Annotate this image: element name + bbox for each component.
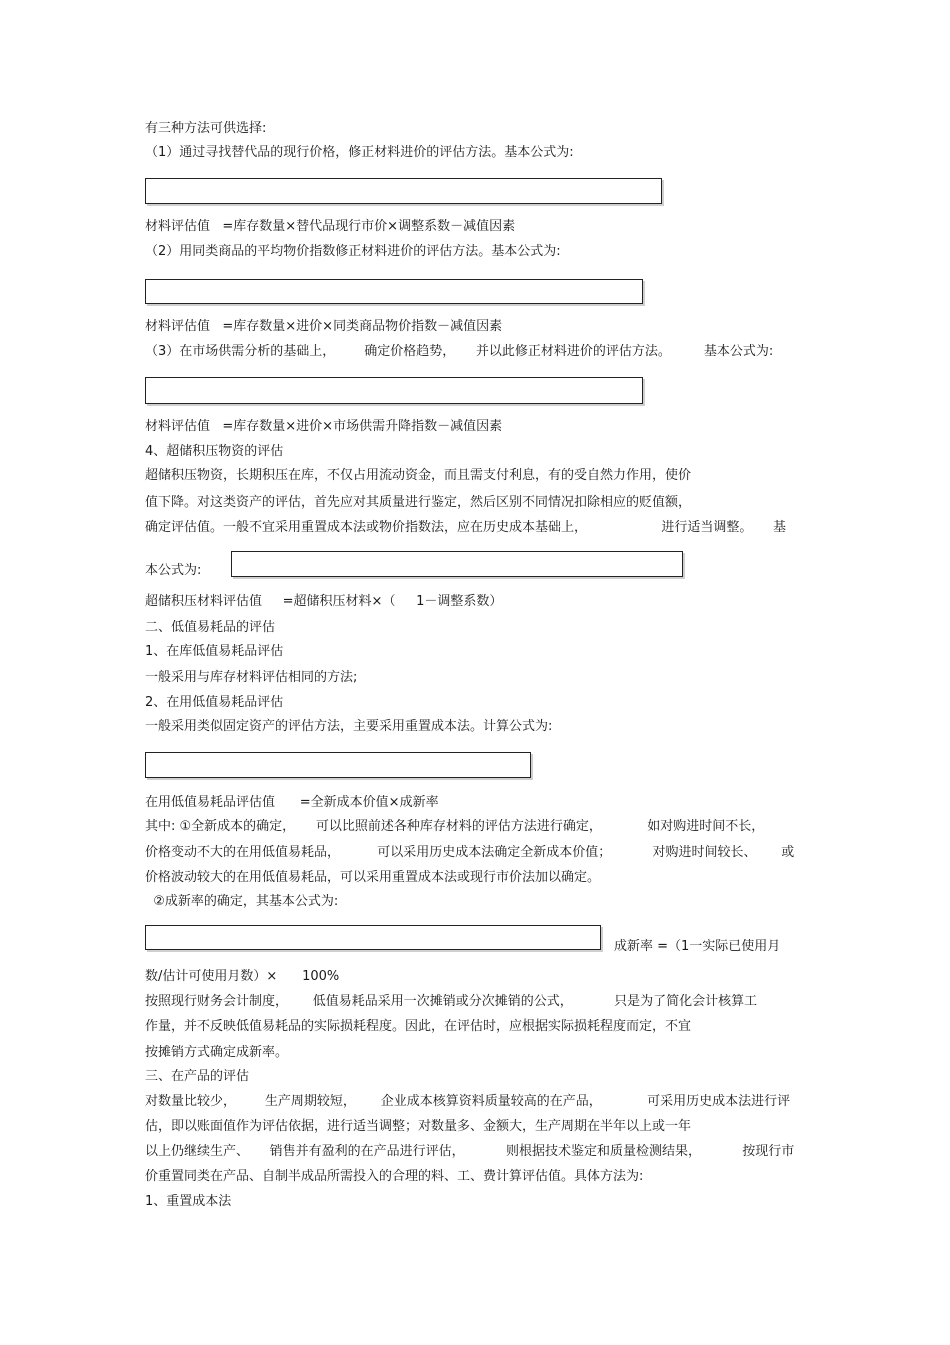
text-line: 一般采用类似固定资产的评估方法，主要采用重置成本法。计算公式为: [145,719,553,734]
text-line: 估，即以账面值作为评估依据，进行适当调整；对数量多、金额大，生产周期在半年以上或一年 [145,1119,692,1134]
text-line: 值下降。对这类资产的评估，首先应对其质量进行鉴定，然后区别不同情况扣除相应的贬值额， [145,495,692,510]
formula-image-box [145,178,662,204]
section-heading: 三、在产品的评估 [145,1069,250,1084]
text-line: 按照现行财务会计制度， 低值易耗品采用一次摊销或分次摊销的公式， 只是为了简化会计核算工 [145,994,758,1009]
text-line: 有三种方法可供选择: [145,121,267,136]
text-line: 以上仍继续生产、 销售并有盈利的在产品进行评估， 则根据技术鉴定和质量检测结果， 按现行市 [145,1144,795,1159]
section-heading: 1、重置成本法 [145,1194,232,1209]
text-line: 在用低值易耗品评估值 =全新成本价值×成新率 [145,795,439,810]
text-line: 按摊销方式确定成新率。 [145,1045,289,1060]
formula-image-box [145,925,601,950]
text-line: 超储积压物资，长期积压在库，不仅占用流动资金，而且需支付利息，有的受自然力作用，使价 [145,468,692,483]
text-line: 成新率 =（1一实际已使用月 [614,939,781,954]
text-line: 超储积压材料评估值 =超储积压材料×（ 1－调整系数） [145,594,503,609]
formula-image-box [145,279,643,304]
text-line: 数/估计可使用月数）× 100% [145,969,340,984]
text-line: 材料评估值 =库存数量×替代品现行市价×调整系数－减值因素 [145,219,516,234]
text-line: 本公式为: [145,563,202,578]
text-line: 其中: ①全新成本的确定， 可以比照前述各种库存材料的评估方法进行确定， 如对购进时间不长， [145,819,765,834]
text-line: ②成新率的确定，其基本公式为: [145,894,339,909]
text-line: （2）用同类商品的平均物价指数修正材料进价的评估方法。基本公式为: [145,244,561,259]
text-line: （3）在市场供需分析的基础上， 确定价格趋势， 并以此修正材料进价的评估方法。 基本公式为: [145,344,774,359]
section-heading: 4、超储积压物资的评估 [145,444,284,459]
formula-image-box [145,752,531,778]
text-line: 价格波动较大的在用低值易耗品，可以采用重置成本法或现行市价法加以确定。 [145,870,601,885]
text-line: 材料评估值 =库存数量×进价×市场供需升降指数－减值因素 [145,419,503,434]
formula-image-box [231,551,683,577]
text-line: 材料评估值 =库存数量×进价×同类商品物价指数－减值因素 [145,319,503,334]
text-line: 作量，并不反映低值易耗品的实际损耗程度。因此，在评估时，应根据实际损耗程度而定，不宜 [145,1019,692,1034]
section-heading: 1、在库低值易耗品评估 [145,644,284,659]
text-line: 确定评估值。一般不宜采用重置成本法或物价指数法，应在历史成本基础上， 进行适当调整。 基 [145,520,787,535]
text-line: 一般采用与库存材料评估相同的方法; [145,670,358,685]
text-line: 对数量比较少， 生产周期较短， 企业成本核算资料质量较高的在产品， 可采用历史成本法进行评 [145,1094,791,1109]
text-line: 价重置同类在产品、自制半成品所需投入的合理的料、工、费计算评估值。具体方法为: [145,1169,644,1184]
text-line: （1）通过寻找替代品的现行价格，修正材料进价的评估方法。基本公式为: [145,145,574,160]
text-line: 价格变动不大的在用低值易耗品， 可以采用历史成本法确定全新成本价值； 对购进时间较长、 或 [145,845,795,860]
section-heading: 二、低值易耗品的评估 [145,620,276,635]
section-heading: 2、在用低值易耗品评估 [145,695,284,710]
formula-image-box [145,377,643,404]
